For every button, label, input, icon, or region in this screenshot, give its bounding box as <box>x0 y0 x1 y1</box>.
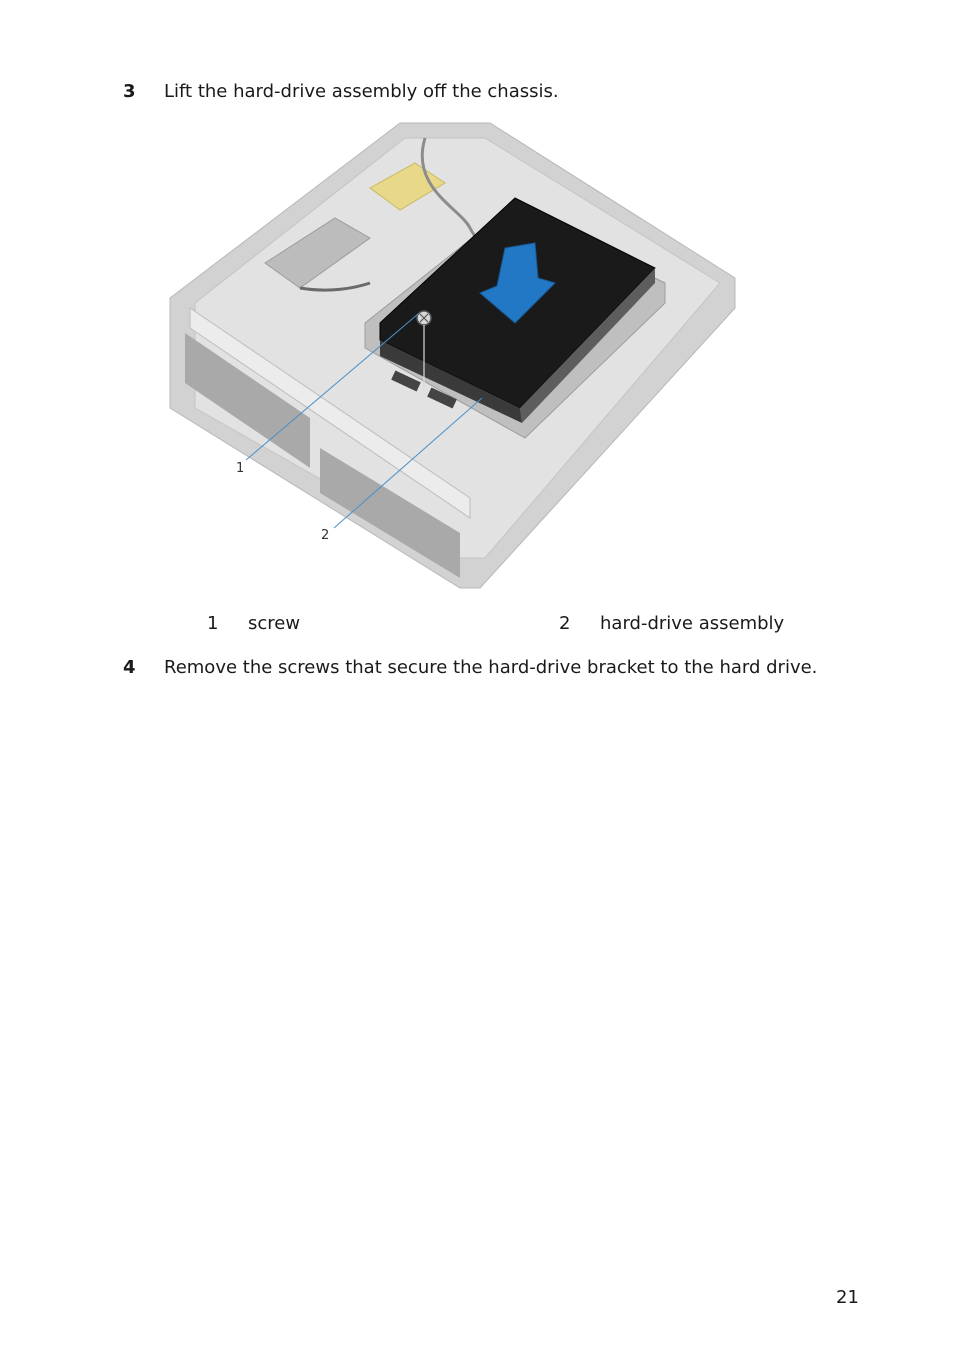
legend-number: 1 <box>207 613 219 634</box>
step-number: 4 <box>123 657 136 678</box>
legend-number: 2 <box>559 613 571 634</box>
legend-label: hard-drive assembly <box>600 613 785 634</box>
callout-number-1: 1 <box>236 461 245 476</box>
chassis-illustration <box>160 118 750 593</box>
hard-drive-removal-illustration <box>160 118 750 593</box>
legend-label: screw <box>248 613 301 634</box>
step-text: Remove the screws that secure the hard-drive bracket to the hard drive. <box>164 657 818 678</box>
step-text: Lift the hard-drive assembly off the chassis. <box>164 81 559 102</box>
page-number: 21 <box>836 1287 859 1308</box>
step-number: 3 <box>123 81 136 102</box>
callout-number-2: 2 <box>321 528 330 543</box>
